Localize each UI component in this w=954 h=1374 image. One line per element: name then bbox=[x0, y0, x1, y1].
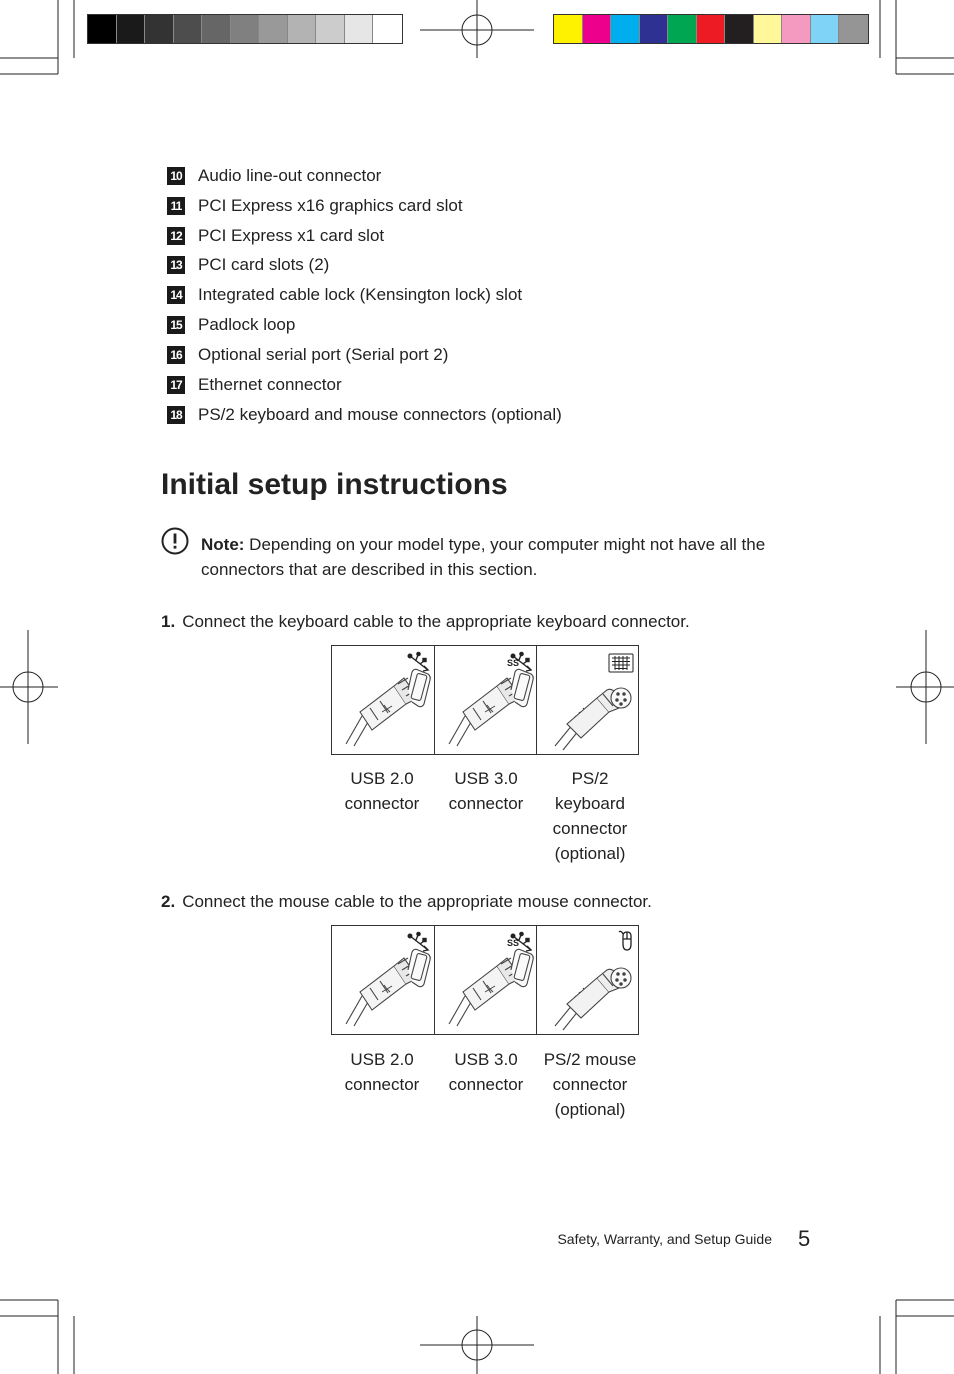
legend-item bbox=[167, 403, 562, 427]
step-2 bbox=[161, 892, 652, 912]
color-swatch bbox=[88, 15, 117, 43]
color-swatch bbox=[811, 15, 840, 43]
legend-label: PCI card slots (2) bbox=[198, 255, 330, 274]
legend-label: Optional serial port (Serial port 2) bbox=[198, 345, 449, 364]
usb-2-connector-icon bbox=[332, 926, 434, 1034]
callout-number: 16 bbox=[167, 346, 185, 364]
note-body: Depending on your model type, your computer might not have all the connectors that are described in this section. bbox=[201, 535, 766, 579]
legend-label: Audio line-out connector bbox=[198, 166, 382, 185]
legend-item bbox=[167, 194, 463, 218]
callout-number: 14 bbox=[167, 286, 185, 304]
callout-number: 13 bbox=[167, 256, 185, 274]
footer-title: Safety, Warranty, and Setup Guide bbox=[557, 1231, 772, 1247]
note-label: Note: bbox=[201, 535, 245, 554]
legend-item bbox=[167, 253, 329, 277]
note-paragraph bbox=[201, 532, 801, 582]
color-swatch bbox=[697, 15, 726, 43]
keyboard-connector-table bbox=[331, 645, 639, 755]
svg-text:SS: SS bbox=[507, 938, 520, 948]
page-number: 5 bbox=[798, 1226, 811, 1251]
color-swatch bbox=[231, 15, 260, 43]
color-swatch bbox=[345, 15, 374, 43]
usb-3-connector-icon bbox=[435, 926, 537, 1034]
color-swatch bbox=[583, 15, 612, 43]
mouse-connector-table bbox=[331, 925, 639, 1035]
color-swatch bbox=[202, 15, 231, 43]
legend-label: PS/2 keyboard and mouse connectors (optional) bbox=[198, 405, 562, 424]
color-swatch bbox=[288, 15, 317, 43]
ps2-keyboard-cell bbox=[536, 646, 638, 754]
usb-2-cell bbox=[332, 926, 434, 1034]
color-swatch bbox=[145, 15, 174, 43]
color-calibration-strip bbox=[553, 14, 869, 44]
legend-item bbox=[167, 164, 381, 188]
section-heading: Initial setup instructions bbox=[161, 468, 508, 501]
gray-calibration-strip bbox=[87, 14, 403, 44]
registration-mark-top bbox=[420, 0, 534, 58]
caption-ps2-mouse: PS/2 mouse connector (optional) bbox=[543, 1050, 637, 1119]
step-text: Connect the mouse cable to the appropriate mouse connector. bbox=[182, 892, 652, 911]
ps2-mouse-cell bbox=[536, 926, 638, 1034]
legend-label: Integrated cable lock (Kensington lock) slot bbox=[198, 285, 523, 304]
svg-text:SS: SS bbox=[507, 658, 520, 668]
legend-label: Padlock loop bbox=[198, 315, 296, 334]
registration-mark-left bbox=[0, 630, 58, 744]
step-text: Connect the keyboard cable to the appropriate keyboard connector. bbox=[182, 612, 690, 631]
color-swatch bbox=[611, 15, 640, 43]
color-swatch bbox=[373, 15, 402, 43]
caption-ps2-keyboard: PS/2 keyboard connector (optional) bbox=[552, 769, 628, 863]
usb-3-cell bbox=[434, 646, 536, 754]
usb-3-cell bbox=[434, 926, 536, 1034]
step-number: 2. bbox=[161, 892, 176, 911]
legend-label: Ethernet connector bbox=[198, 375, 342, 394]
callout-number: 15 bbox=[167, 316, 185, 334]
legend-item bbox=[167, 313, 295, 337]
caption-usb-2: USB 2.0 connector bbox=[344, 769, 420, 813]
usb-2-connector-icon bbox=[332, 646, 434, 754]
registration-mark-bottom bbox=[420, 1316, 534, 1374]
color-swatch bbox=[554, 15, 583, 43]
callout-number: 17 bbox=[167, 376, 185, 394]
step-number: 1. bbox=[161, 612, 176, 631]
color-swatch bbox=[725, 15, 754, 43]
color-swatch bbox=[259, 15, 288, 43]
color-swatch bbox=[668, 15, 697, 43]
color-swatch bbox=[754, 15, 783, 43]
caption-usb-3: USB 3.0 connector bbox=[448, 1050, 524, 1094]
step-1 bbox=[161, 612, 690, 632]
callout-number: 18 bbox=[167, 406, 185, 424]
legend-item bbox=[167, 224, 384, 248]
caption-usb-2: USB 2.0 connector bbox=[344, 1050, 420, 1094]
color-swatch bbox=[782, 15, 811, 43]
usb-2-cell bbox=[332, 646, 434, 754]
callout-number: 10 bbox=[167, 167, 185, 185]
attention-icon bbox=[161, 527, 189, 555]
color-swatch bbox=[640, 15, 669, 43]
ps2-keyboard-connector-icon bbox=[537, 646, 639, 754]
callout-number: 11 bbox=[167, 197, 185, 215]
ps2-mouse-connector-icon bbox=[537, 926, 639, 1034]
caption-usb-3: USB 3.0 connector bbox=[448, 769, 524, 813]
registration-mark-right bbox=[896, 630, 954, 744]
color-swatch bbox=[174, 15, 203, 43]
legend-item bbox=[167, 343, 448, 367]
legend-item bbox=[167, 283, 522, 307]
usb-3-connector-icon bbox=[435, 646, 537, 754]
legend-item bbox=[167, 373, 342, 397]
color-swatch bbox=[117, 15, 146, 43]
legend-label: PCI Express x16 graphics card slot bbox=[198, 196, 463, 215]
legend-label: PCI Express x1 card slot bbox=[198, 226, 385, 245]
color-swatch bbox=[839, 15, 868, 43]
callout-number: 12 bbox=[167, 227, 185, 245]
color-swatch bbox=[316, 15, 345, 43]
